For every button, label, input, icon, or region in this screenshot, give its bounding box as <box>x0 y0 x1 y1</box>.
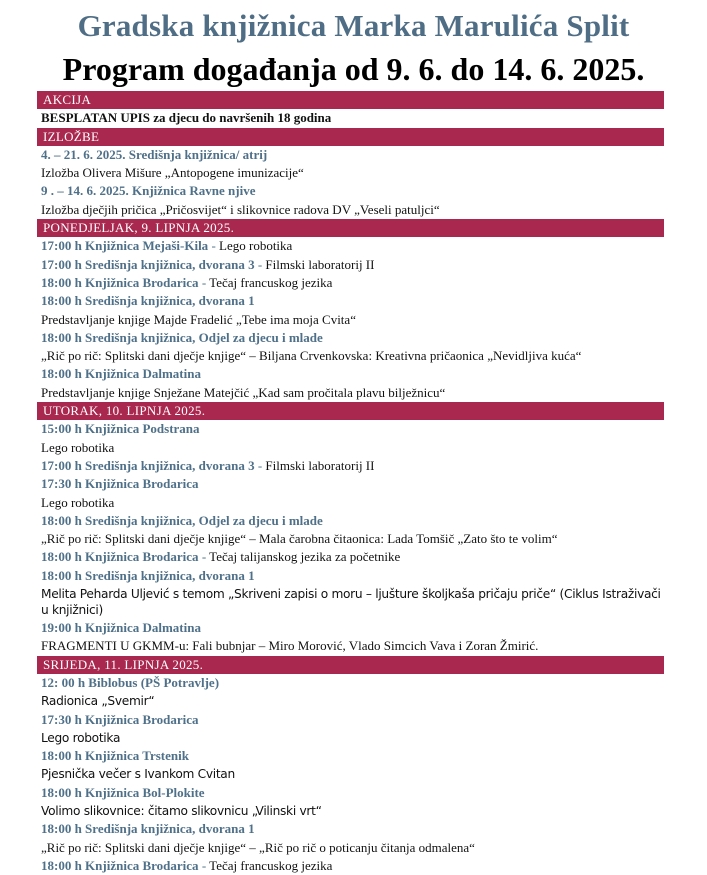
section-header: IZLOŽBE <box>37 128 664 146</box>
event-location-line <box>37 820 664 838</box>
separator: - <box>198 549 210 565</box>
event-title: Filmski laboratorij II <box>265 457 375 473</box>
event-location-line <box>37 674 664 692</box>
event-location-line <box>37 784 664 802</box>
event-description: „Rič po rič: Splitski dani dječje knjige“ – Biljana Crvenkovska: Kreativna pričaonica „Nevidljiva kuća“ <box>41 348 582 364</box>
program-list <box>37 91 664 875</box>
event-location-line <box>37 548 664 566</box>
event-time-location: 17:00 h Središnja knjižnica, dvorana 3 <box>41 457 255 473</box>
event-description: „Rič po rič: Splitski dani dječje knjige“ – Mala čarobna čitaonica: Lada Tomšič „Zato što te volim“ <box>41 531 558 547</box>
event-description: „Rič po rič: Splitski dani dječje knjige“ – „Rič po rič o poticanju čitanja odmalena“ <box>41 839 475 855</box>
event-time-location: 18:00 h Knjižnica Bol-Plokite <box>41 784 205 800</box>
event-title: Tečaj francuskog jezika <box>209 857 333 873</box>
event-location-line <box>37 256 664 274</box>
event-location-line <box>37 237 664 255</box>
event-description: Predstavljanje knjige Majde Fradelić „Tebe ima moja Cvita“ <box>41 311 356 327</box>
event-time-location: 18:00 h Središnja knjižnica, Odjel za djecu i mlade <box>41 329 323 345</box>
event-location-line <box>37 512 664 530</box>
event-location-line <box>37 457 664 475</box>
event-time-location: 18:00 h Knjižnica Brodarica <box>41 274 199 290</box>
event-time-location: 9 . – 14. 6. 2025. Knjižnica Ravne njive <box>41 183 256 199</box>
event-time-location: 18:00 h Središnja knjižnica, Odjel za djecu i mlade <box>41 512 323 528</box>
event-location-line <box>37 567 664 585</box>
event-description: Predstavljanje knjige Snježane Matejčić „Kad sam pročitala plavu bilježnicu“ <box>41 384 446 400</box>
event-time-location: 17:30 h Knjižnica Brodarica <box>41 711 199 727</box>
separator: - <box>208 238 220 254</box>
event-location-line <box>37 292 664 310</box>
section-header: AKCIJA <box>37 91 664 109</box>
event-time-location: 18:00 h Knjižnica Trstenik <box>41 748 189 764</box>
section-header: SRIJEDA, 11. LIPNJA 2025. <box>37 656 664 674</box>
event-description: Lego robotika <box>41 439 115 455</box>
event-location-line <box>37 329 664 347</box>
event-location-line <box>37 182 664 200</box>
event-description: Izložba dječjih pričica „Pričosvijet“ i slikovnice radova DV „Veseli patuljci“ <box>41 201 440 217</box>
event-location-line <box>37 420 664 438</box>
event-description: Izložba Olivera Mišure „Antopogene imunizacije“ <box>41 165 304 181</box>
event-time-location: 19:00 h Knjižnica Dalmatina <box>41 620 201 636</box>
event-location-line <box>37 747 664 765</box>
event-title: Tečaj francuskog jezika <box>209 274 333 290</box>
event-description: Lego robotika <box>41 730 121 745</box>
event-location-line <box>37 274 664 292</box>
event-description: Radionica „Svemir“ <box>41 694 155 709</box>
separator: - <box>198 274 210 290</box>
event-description: Volimo slikovnice: čitamo slikovnicu „Vilinski vrt“ <box>41 803 322 818</box>
event-location-line <box>37 619 664 637</box>
event-time-location: 17:00 h Knjižnica Mejaši-Kila <box>41 238 209 254</box>
section-header: PONEDJELJAK, 9. LIPNJA 2025. <box>37 219 664 237</box>
event-description: Melita Peharda Uljević s temom „Skriveni zapisi o moru – ljušture školjkaša pričaju priče“ (Ciklus Istraživači u knjižnici) <box>41 587 661 618</box>
event-location-line <box>37 857 664 875</box>
event-location-line <box>37 365 664 383</box>
event-description: Lego robotika <box>41 494 115 510</box>
event-location-line <box>37 146 664 164</box>
event-description: BESPLATAN UPIS za djecu do navršenih 18 godina <box>41 110 332 126</box>
section-header: UTORAK, 10. LIPNJA 2025. <box>37 402 664 420</box>
library-title: Gradska knjižnica Marka Marulića Split <box>77 8 630 43</box>
event-location-line <box>37 711 664 729</box>
event-time-location: 18:00 h Središnja knjižnica, dvorana 1 <box>41 821 255 837</box>
event-time-location: 12: 00 h Biblobus (PŠ Potravlje) <box>41 674 220 690</box>
event-time-location: 18:00 h Središnja knjižnica, dvorana 1 <box>41 567 255 583</box>
event-time-location: 18:00 h Knjižnica Dalmatina <box>41 366 201 382</box>
program-subtitle: Program događanja od 9. 6. do 14. 6. 2025. <box>62 51 645 87</box>
separator: - <box>254 457 266 473</box>
event-location-line <box>37 475 664 493</box>
event-title: Filmski laboratorij II <box>265 256 375 272</box>
event-time-location: 17:00 h Središnja knjižnica, dvorana 3 <box>41 256 255 272</box>
event-description: FRAGMENTI U GKMM-u: Fali bubnjar – Miro Morović, Vlado Simcich Vava i Zoran Žmirić. <box>41 638 539 654</box>
event-time-location: 18:00 h Knjižnica Brodarica <box>41 857 199 873</box>
event-title: Lego robotika <box>219 238 293 254</box>
event-time-location: 17:30 h Knjižnica Brodarica <box>41 476 199 492</box>
separator: - <box>254 256 266 272</box>
event-time-location: 15:00 h Knjižnica Podstrana <box>41 421 200 437</box>
event-description: Pjesnička večer s Ivankom Cvitan <box>41 767 235 782</box>
event-time-location: 18:00 h Središnja knjižnica, dvorana 1 <box>41 293 255 309</box>
event-title: Tečaj talijanskog jezika za početnike <box>209 549 401 565</box>
event-time-location: 4. – 21. 6. 2025. Središnja knjižnica/ atrij <box>41 146 268 162</box>
event-time-location: 18:00 h Knjižnica Brodarica <box>41 549 199 565</box>
separator: - <box>198 857 210 873</box>
